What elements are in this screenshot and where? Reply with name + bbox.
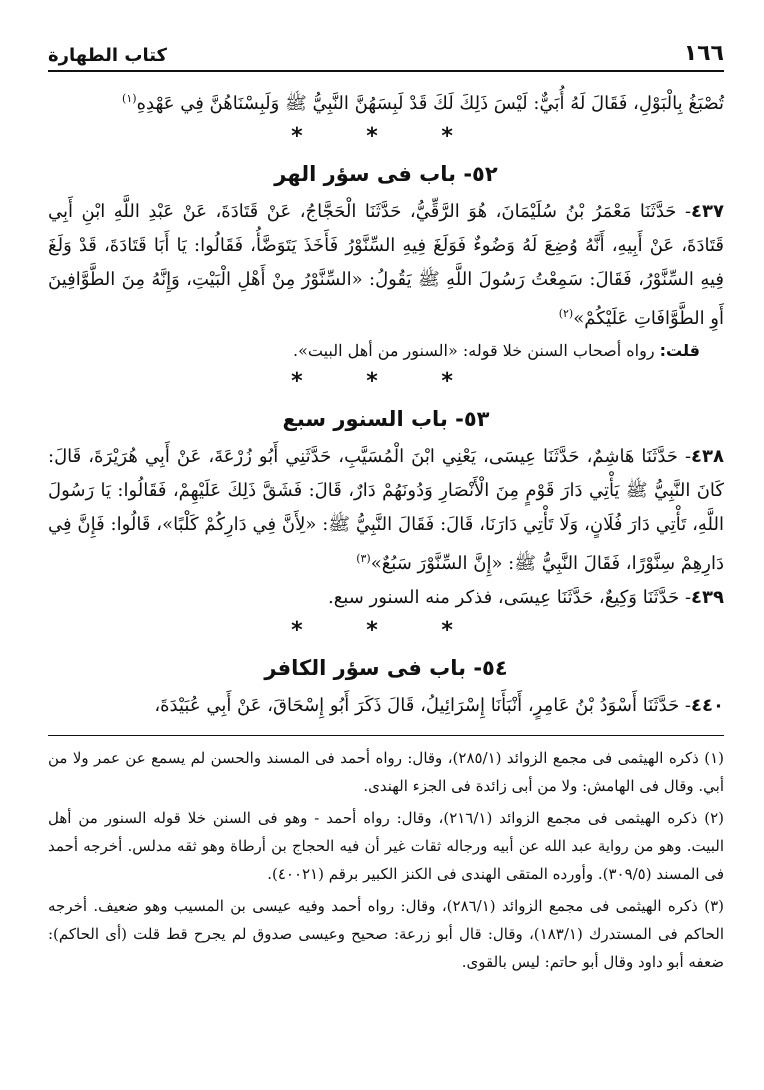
hadith-paragraph <box>48 195 724 336</box>
footnote <box>48 744 724 800</box>
section-separator: * * * <box>291 369 481 394</box>
chapter-heading: ٥٤- باب فى سؤر الكافر <box>264 656 508 680</box>
footnote-text: ذكره الهيثمى فى مجمع الزوائد (٢١٦/١)، وقال: رواه أحمد - وهو فى السنن خلا قوله السنور من أهل البيت. وهو من رواية عبد الله عن أبيه ورجاله ثقات غير أن فيه الحجاج بن أرطاة وهو ثقه مدلس. أخرجه أحمد فى المسند (٣٠٩/٥). وأورده المتقى الهندى فى الكنز الكبير برقم (٤٠٠٢١). <box>48 809 724 883</box>
hadith-paragraph <box>48 581 724 615</box>
footnote-number: (٢) <box>704 809 724 827</box>
footnote-text: ذكره الهيثمى فى مجمع الزوائد (٢٨٦/١)، وقال: رواه أحمد وفيه عيسى بن المسيب وهو ضعيف. أخرجه الحاكم فى المستدرك (١٨٣/١)، وقال: قال أبو زرعة: صحيح وعيسى صدوق لم يجرح قط قلت (أى الحاكم): ضعفه أبو داود وقال أبو حاتم: ليس بالقوى. <box>48 897 724 971</box>
footnote <box>48 804 724 888</box>
footnote <box>48 892 724 976</box>
hadith-number: ٤٣٨ <box>691 446 724 467</box>
footnote-ref: (٣) <box>356 552 371 565</box>
footnote-text: ذكره الهيثمى فى مجمع الزوائد (٢٨٥/١)، وقال: رواه أحمد فى المسند والحسن لم يسمع عن عمر ولا من أبي. وقال فى الهامش: ولا من أبى زائدة فى الجزء الهندى. <box>48 749 724 795</box>
hadith-number: ٤٣٧ <box>691 201 724 222</box>
hadith-number: ٤٤٠ <box>691 695 724 716</box>
hadith-paragraph <box>48 689 724 723</box>
hadith-text: - حَدَّثَنَا مَعْمَرُ بْنُ سُلَيْمَانَ، هُوَ الرَّقِّيُّ، حَدَّثَنَا الْحَجَّاجُ، عَنْ قَتَادَةَ، عَنْ عَبْدِ اللَّهِ ابْنِ أَبِي قَتَادَةَ، عَنْ أَبِيهِ، أَنَّهُ وُضِعَ لَهُ وَضُوءٌ فَوَلَغَ فِيهِ السِّنَّوْرُ فَأَخَذَ يَتَوَضَّأُ، فَقَالُوا: يَا أَبَا قَتَادَةَ، قَدْ وَلَغَ فِيهِ السِّنَّوْرُ، فَقَالَ: سَمِعْتُ رَسُولَ اللَّهِ ﷺ يَقُولُ: «السِّنَّوْرُ مِنْ أَهْلِ الْبَيْتِ، وَإِنَّهُ مِنَ الطَّوَّافِينَ أَوِ الطَّوَّافَاتِ عَلَيْكُمْ» <box>48 201 724 329</box>
footnote-number: (٣) <box>704 897 724 915</box>
footnote-number: (١) <box>704 749 724 767</box>
hadith-number: ٤٣٩ <box>691 587 724 608</box>
chapter-heading: ٥٢- باب فى سؤر الهر <box>274 162 498 186</box>
continuation-paragraph <box>48 82 724 121</box>
footnotes-section <box>48 735 724 976</box>
hadith-text: - حَدَّثَنَا وَكِيعٌ، حَدَّثَنَا عِيسَى، فذكر منه السنور سبع. <box>327 587 692 608</box>
continuation-text: تُصْبَغُ بِالْبَوْلِ، فَقَالَ لَهُ أُبَيٌّ: لَيْسَ ذَلِكَ لَكَ قَدْ لَبِسَهُنَّ النَّبِيُّ ﷺ وَلَبِسْنَاهُنَّ فِي عَهْدِهِ <box>136 93 724 114</box>
hadith-paragraph <box>48 440 724 581</box>
chapter-heading: ٥٣- باب السنور سبع <box>282 407 490 431</box>
book-title: كتاب الطهارة <box>48 45 168 66</box>
section-separator: * * * <box>291 618 481 643</box>
hadith-text: - حَدَّثَنَا أَسْوَدُ بْنُ عَامِرٍ، أَنْبَأَنَا إِسْرَائِيلُ، قَالَ ذَكَرَ أَبُو إِسْحَاقَ، عَنْ أَبِي عُبَيْدَةَ، <box>154 695 692 716</box>
footnote-ref: (٢) <box>558 307 574 320</box>
note-label: قلت: <box>659 341 700 360</box>
hadith-text: - حَدَّثَنَا هَاشِمٌ، حَدَّثَنَا عِيسَى، يَعْنِي ابْنَ الْمُسَيَّبِ، حَدَّثَنِي أَبُو زُرْعَةَ، عَنْ أَبِي هُرَيْرَةَ، قَالَ: كَانَ النَّبِيُّ ﷺ يَأْتِي دَارَ قَوْمٍ مِنَ الْأَنْصَارِ وَدُونَهُمْ دَارٌ، قَالَ: فَشَقَّ ذَلِكَ عَلَيْهِمْ، فَقَالُوا: يَا رَسُولَ اللَّهِ، تَأْتِي دَارَ فُلَانٍ، وَلَا تَأْتِي دَارَنَا، قَالَ: فَقَالَ النَّبِيُّ ﷺ: «لِأَنَّ فِي دَارِكُمْ كَلْبًا»، قَالُوا: فَإِنَّ فِي دَارِهِمْ سِنَّوْرًا، فَقَالَ النَّبِيُّ ﷺ: «إِنَّ السِّنَّوْرَ سَبُعٌ» <box>48 446 724 574</box>
editor-note <box>48 336 700 366</box>
footnote-ref: (١) <box>122 92 137 105</box>
note-text: رواه أصحاب السنن خلا قوله: «السنور من أهل البيت». <box>292 341 655 360</box>
page-number: ١٦٦ <box>683 41 724 66</box>
section-separator: * * * <box>291 124 481 149</box>
page-header <box>48 0 724 72</box>
